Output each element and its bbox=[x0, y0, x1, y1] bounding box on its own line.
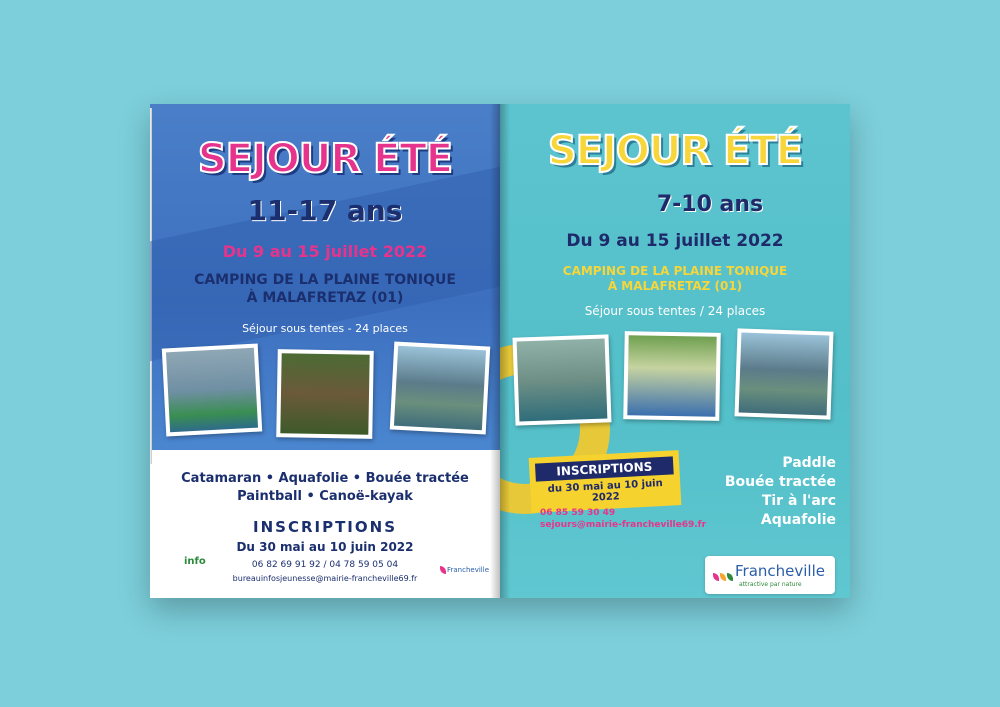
activity-bouee: Bouée tractée bbox=[724, 473, 836, 490]
photo-aquafolie bbox=[390, 342, 490, 435]
left-activities bbox=[150, 470, 500, 505]
left-camp-line1: CAMPING DE LA PLAINE TONIQUE bbox=[194, 272, 456, 288]
right-email: sejours@mairie-francheville69.fr bbox=[540, 520, 707, 530]
right-camp bbox=[500, 264, 850, 294]
francheville-logo-tagline: attractive par nature bbox=[739, 581, 802, 588]
left-dates: Du 9 au 15 juillet 2022 bbox=[222, 242, 428, 261]
aquafolie-image bbox=[394, 346, 486, 430]
inscriptions-box bbox=[529, 450, 682, 513]
francheville-logo-small-text: Francheville bbox=[447, 566, 489, 574]
paddle-image bbox=[517, 338, 608, 421]
left-inscriptions-dates: Du 30 mai au 10 juin 2022 bbox=[236, 540, 414, 554]
left-subtitle: Séjour sous tentes - 24 places bbox=[242, 322, 408, 335]
right-dates: Du 9 au 15 juillet 2022 bbox=[566, 231, 784, 251]
right-title: SEJOUR ÉTÉ bbox=[547, 128, 803, 174]
right-subtitle: Séjour sous tentes / 24 places bbox=[584, 304, 766, 318]
right-age: 7-10 ans bbox=[656, 192, 764, 217]
right-page bbox=[500, 104, 850, 598]
left-activities-line2: Paintball • Canoë-kayak bbox=[237, 488, 413, 504]
right-activities bbox=[725, 454, 836, 530]
left-age: 11-17 ans bbox=[247, 194, 403, 227]
francheville-logo-small bbox=[440, 566, 489, 574]
left-camp-line2: À MALAFRETAZ (01) bbox=[246, 289, 404, 306]
right-contact bbox=[540, 508, 706, 532]
left-page bbox=[150, 104, 500, 598]
right-inscriptions-title: INSCRIPTIONS bbox=[535, 456, 674, 481]
left-title: SEJOUR ÉTÉ bbox=[197, 136, 453, 182]
right-camp-line2: À MALAFRETAZ (01) bbox=[607, 279, 743, 293]
right-inscriptions-dates: du 30 mai au 10 juin 2022 bbox=[547, 477, 664, 504]
paintball-image bbox=[280, 353, 369, 435]
leaves-icon bbox=[713, 566, 734, 585]
photo-kayak bbox=[162, 344, 262, 437]
photo-paddle bbox=[512, 334, 611, 425]
leaf-pink-icon bbox=[713, 573, 719, 581]
francheville-logo bbox=[705, 556, 835, 594]
leaf-icon bbox=[440, 566, 446, 574]
left-inscriptions-title: INSCRIPTIONS bbox=[253, 518, 397, 536]
francheville-logo-name: Francheville bbox=[735, 562, 825, 580]
right-camp-line1: CAMPING DE LA PLAINE TONIQUE bbox=[562, 264, 788, 278]
activity-tir-arc: Tir à l'arc bbox=[761, 492, 836, 509]
left-camp bbox=[150, 272, 500, 307]
leaf-green-icon bbox=[727, 573, 733, 581]
left-email: bureauinfosjeunesse@mairie-francheville69.fr bbox=[232, 574, 418, 583]
left-activities-line1: Catamaran • Aquafolie • Bouée tractée bbox=[181, 471, 469, 486]
photo-archery bbox=[623, 331, 721, 421]
leaf-orange-icon bbox=[720, 573, 726, 581]
kayak-image bbox=[166, 348, 258, 432]
aquafolie-right-image bbox=[739, 332, 830, 415]
archery-image bbox=[627, 335, 716, 417]
photo-paintball bbox=[276, 349, 374, 439]
left-phones: 06 82 69 91 92 / 04 78 59 05 04 bbox=[251, 560, 399, 570]
activity-paddle: Paddle bbox=[782, 455, 836, 471]
info-logo: info bbox=[184, 556, 206, 567]
photo-aquafolie-right bbox=[734, 328, 833, 419]
brochure-spread bbox=[150, 104, 850, 598]
right-phone: 06 85 59 30 49 bbox=[540, 508, 616, 518]
activity-aquafolie: Aquafolie bbox=[760, 511, 836, 528]
